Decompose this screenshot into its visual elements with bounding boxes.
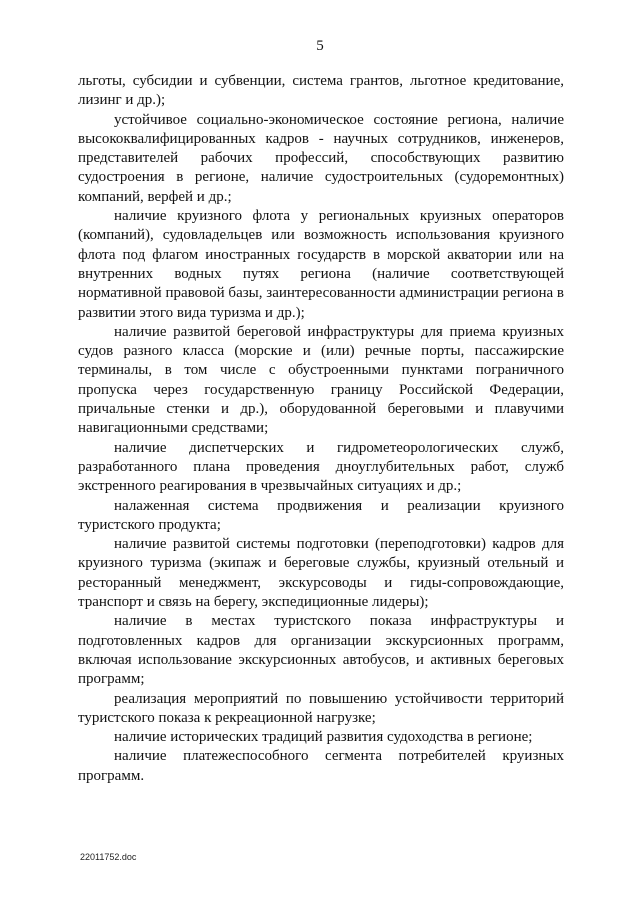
paragraph: наличие развитой системы подготовки (переподготовки) кадров для круизного туризма (экипаж и береговые службы, круизный отельный и ресторанный менеджмент, экскурсоводы и гиды-сопровождающие, транспорт и связь на берегу, экспедиционные лидеры); [78, 536, 564, 611]
paragraph: наличие диспетчерских и гидрометеорологических служб, разработанного плана проведения дноуглубительных работ, служб экстренного реагирования в чрезвычайных ситуациях и др.; [78, 439, 564, 495]
document-body [78, 72, 564, 786]
paragraph: наличие исторических традиций развития судоходства в регионе; [114, 729, 533, 746]
paragraph: реализация мероприятий по повышению устойчивости территорий туристского показа к рекреационной нагрузке; [78, 690, 564, 726]
paragraph: налаженная система продвижения и реализации круизного туристского продукта; [78, 497, 564, 533]
paragraph: наличие в местах туристского показа инфраструктуры и подготовленных кадров для организации экскурсионных программ, включая использование экскурсионных автобусов, и активных береговых программ; [78, 613, 564, 688]
paragraph: устойчивое социально-экономическое состояние региона, наличие высококвалифицированных кадров - научных сотрудников, инженеров, представителей рабочих профессий, способствующих развитию судостроения в регионе, наличие судостроительных (судоремонтных) компаний, верфей и др.; [78, 111, 564, 205]
paragraph: наличие платежеспособного сегмента потребителей круизных программ. [78, 748, 564, 784]
page-number: 5 [316, 38, 324, 54]
paragraph: льготы, субсидии и субвенции, система грантов, льготное кредитование, лизинг и др.); [78, 73, 564, 109]
paragraph: наличие круизного флота у региональных круизных операторов (компаний), судовладельцев или возможность использования круизного флота под флагом иностранных государств в морской акватории или на внутренних водных путях региона (наличие соответствующей нормативной правовой базы, заинтересованности администрации региона в развитии этого вида туризма и др.); [78, 208, 564, 321]
footer-file-code: 22011752.doc [80, 852, 137, 862]
paragraph: наличие развитой береговой инфраструктуры для приема круизных судов разного класса (морские и (или) речные порты, пассажирские терминалы, в том числе с обустроенными пунктами пограничного пропуска через государственную границу Российской Федерации, причальные стенки и др.), оборудованной береговыми и плавучими навигационными средствами; [78, 323, 564, 437]
